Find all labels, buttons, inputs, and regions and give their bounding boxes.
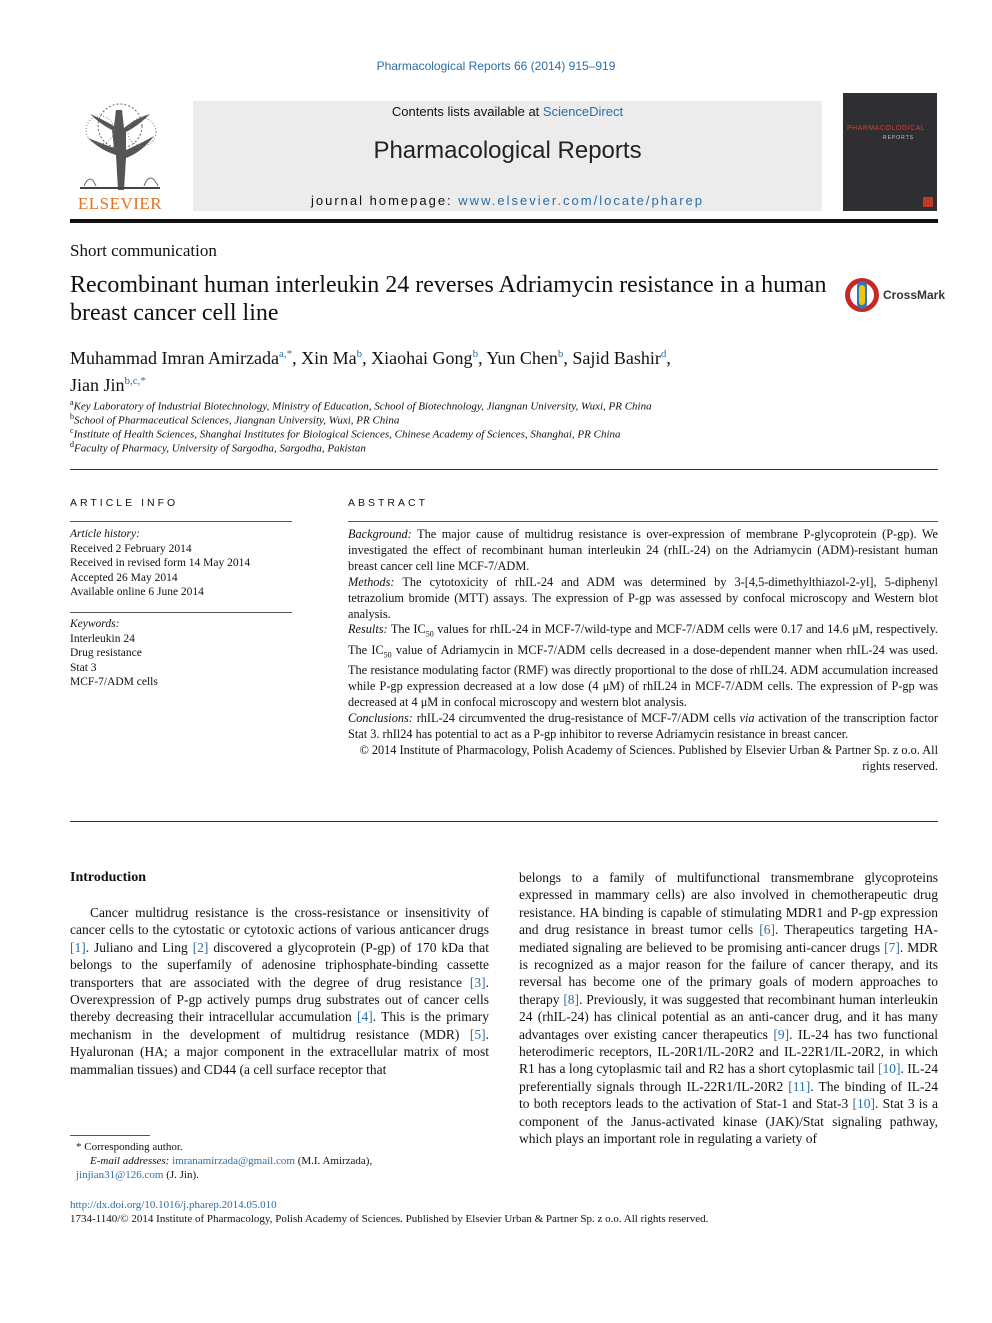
- email-note-2: jinjian31@126.com (J. Jin).: [76, 1169, 199, 1181]
- journal-citation[interactable]: Pharmacological Reports 66 (2014) 915–919: [376, 59, 616, 73]
- reference-link[interactable]: [10]: [852, 1096, 876, 1112]
- abstract-heading: ABSTRACT: [348, 497, 429, 509]
- article-history: [70, 527, 292, 600]
- article-info-heading: ARTICLE INFO: [70, 497, 179, 509]
- body-text: . The binding of IL-24 to both receptors leads to the activation of Stat-1 and Stat-3: [519, 1078, 938, 1112]
- affiliation: $^c$Institute of Health Sciences, Shanghai Institutes for Biological Sciences, Chinese Academy of Sciences, Shanghai, PR China: [70, 426, 621, 441]
- crossmark-icon: [843, 276, 881, 314]
- body-text: . IL-24 has two functional heterodimeric receptors, IL-20R1/IL-20R2 and IL-22R1/IL-20R2, in which R1 has a long cytoplasmic tail and R2 has a short cytoplasmic tail: [519, 1026, 938, 1077]
- cover-subtitle: REPORTS: [883, 135, 915, 141]
- email-note: E-mail addresses: imranamirzada@gmail.com (M.I. Amirzada),: [90, 1155, 373, 1167]
- author[interactable]: Muhammad Imran Amirzada$^{a,*}$: [70, 348, 293, 368]
- abstract-methods: Methods: The cytotoxicity of rhIL-24 and ADM was determined by 3-[4,5-dimethylthiazol-2-yl], 5-diphenyl tetrazolium bromide (MTT) assays. The expression of P-gp was assessed by confocal microscopy and Western blot analysis.: [348, 574, 938, 621]
- body-text: . Hyaluronan (HA; a major component in the extracellular matrix of most mammalian tissues) and CD44 (a cell surface receptor that: [70, 1026, 489, 1077]
- history-received: Received 2 February 2014: [70, 542, 192, 555]
- abstract-copyright: © 2014 Institute of Pharmacology, Polish Academy of Sciences. Published by Elsevier Urban & Partner Sp. z o.o. All rights reserved.: [359, 742, 938, 773]
- reference-link[interactable]: [4]: [356, 1009, 373, 1025]
- reference-link[interactable]: [1]: [70, 939, 86, 955]
- keyword[interactable]: Interleukin 24: [70, 632, 135, 645]
- email-link[interactable]: imranamirzada@gmail.com: [172, 1155, 295, 1167]
- history-online: Available online 6 June 2014: [70, 586, 204, 598]
- affiliation-rule: [70, 469, 938, 470]
- keywords: [70, 617, 292, 690]
- intro-paragraph-continued: [519, 869, 938, 1148]
- keyword[interactable]: Stat 3: [70, 661, 97, 674]
- article-type: Short communication: [70, 241, 217, 260]
- affiliation: $^a$Key Laboratory of Industrial Biotechnology, Ministry of Education, School of Biotechnology, Jiangnan University, Wuxi, PR China: [70, 398, 652, 413]
- sciencedirect-link[interactable]: ScienceDirect: [542, 104, 624, 119]
- keywords-label: Keywords:: [70, 618, 120, 630]
- body-text: . Therapeutics targeting HA-mediated signaling are believed to be promising anti-cancer drugs: [519, 922, 939, 955]
- crossmark-badge[interactable]: [843, 276, 946, 314]
- reference-link[interactable]: [8]: [563, 991, 580, 1007]
- author[interactable]: Xin Ma$^b$: [301, 348, 363, 368]
- reference-link[interactable]: [10]: [877, 1061, 901, 1077]
- abstract-end-rule: [70, 821, 938, 822]
- homepage-prefix: journal homepage:: [310, 193, 459, 208]
- body-text: . This is the primary mechanism in the development of multidrug resistance (MDR): [70, 1009, 489, 1042]
- history-revised: Received in revised form 14 May 2014: [70, 557, 251, 569]
- article-info-rule: [70, 521, 292, 522]
- abstract-results: Results: The $IC_{50}$ values for rhIL-24 in MCF-7/wild-type and MCF-7/ADM cells were 0.17 and 14.6 μM, respectively. The $IC_{50}$ value of Adriamycin in MCF-7/ADM cells decreased in a dose-dependent manner when rhIL-24 was used. The resistance modulating factor (RMF) was directly proportional to the dose of rhIL24. ADM accumulation increased while P-gp expression decreased at a low dose (4 μM) of rhIL24 in MCF-7/ADM cells. The expression of P-gp was decreased at 4 μM in confocal microscopy and western blot analysis.: [348, 622, 938, 709]
- crossmark-label: CrossMark: [883, 288, 946, 302]
- body-text: . MDR is recognized as a major reason for the failure of cancer therapy, and its reversal has become one of the primary goals of modern approaches to therapy: [519, 939, 938, 1007]
- reference-link[interactable]: [11]: [788, 1078, 811, 1094]
- abstract-rule: [348, 521, 938, 522]
- elsevier-wordmark: ELSEVIER: [77, 194, 163, 213]
- history-accepted: Accepted 26 May 2014: [70, 571, 178, 584]
- abstract-conclusions: Conclusions: rhIL-24 circumvented the drug-resistance of MCF-7/ADM cells via activation of the transcription factor Stat 3. rhIl24 has potential to act as a P-gp inhibitor to reverse Adriamycin resistance in breast cancer.: [348, 710, 938, 741]
- affiliation: $^d$Faculty of Pharmacy, University of Sargodha, Sargodha, Pakistan: [70, 440, 366, 455]
- footnote-rule: [70, 1135, 150, 1136]
- author[interactable]: Yun Chen$^b$: [486, 348, 564, 368]
- body-text: . IL-24 preferentially signals through IL-22R1/IL-20R2: [519, 1061, 938, 1094]
- author[interactable]: Xiaohai Gong$^b$: [371, 348, 479, 368]
- elsevier-tree-logo: [70, 100, 170, 192]
- cover-publisher-mark: [923, 197, 933, 207]
- introduction-heading: Introduction: [70, 870, 146, 885]
- journal-banner: [193, 101, 822, 211]
- keyword[interactable]: Drug resistance: [70, 647, 142, 659]
- reference-link[interactable]: [9]: [773, 1026, 790, 1042]
- author[interactable]: Jian Jin$^{b,c,*}$: [70, 375, 146, 395]
- header-rule: [70, 219, 938, 223]
- keywords-rule: [70, 612, 292, 613]
- intro-paragraph: [70, 904, 489, 1078]
- intro-left-column: [70, 904, 489, 1078]
- reference-link[interactable]: [6]: [759, 922, 775, 938]
- reference-link[interactable]: [3]: [469, 974, 486, 990]
- body-text: . Stat 3 is a component of the Janus-activated kinase (JAK)/Stat signaling pathway, which plays an important role in regulating a variety of: [519, 1096, 938, 1147]
- cover-title: PHARMACOLOGICAL: [847, 125, 926, 132]
- keyword[interactable]: MCF-7/ADM cells: [70, 676, 158, 688]
- affiliation: $^b$School of Pharmaceutical Sciences, Jiangnan University, Wuxi, PR China: [70, 412, 400, 427]
- reference-link[interactable]: [5]: [469, 1026, 486, 1042]
- journal-cover-thumbnail[interactable]: [843, 93, 937, 211]
- body-text: discovered a glycoprotein (P-gp) of 170 kDa that belongs to the superfamily of adenosine triphosphate-binding cassette transporters that are associated with the degree of drug resistance: [70, 939, 489, 990]
- body-text: . Previously, it was suggested that recombinant human interleukin 24 (rhIL-24) has clinical potential as an anti-cancer drug, and it has many advantages over existing cancer therapeutics: [519, 991, 938, 1042]
- issn-line: 1734-1140/© 2014 Institute of Pharmacology, Polish Academy of Sciences. Published by Elsevier Urban & Partner Sp. z o.o. All rights reserved.: [70, 1213, 709, 1225]
- body-text: belongs to a family of multifunctional transmembrane glycoproteins expressed in mammary cells) are also involved in chemotherapeutic drug resistance. HA binding is capable of stimulating MDR1 and P-gp expression and drug resistance in breast tumor cells: [519, 870, 938, 938]
- reference-link[interactable]: [2]: [192, 939, 209, 955]
- body-text: Cancer multidrug resistance is the cross-resistance or insensitivity of cancer cells to the cytostatic or cytotoxic actions of various anticancer drugs: [70, 905, 489, 938]
- journal-name: Pharmacological Reports: [373, 137, 642, 164]
- abstract-body: [348, 527, 938, 775]
- reference-link[interactable]: [7]: [884, 939, 900, 955]
- journal-homepage: [193, 193, 822, 208]
- author-list: Muhammad Imran Amirzada$^{a,*}$, Xin Ma$^b$, Xiaohai Gong$^b$, Yun Chen$^b$, Sajid Bashir$^d$, Jian Jin$^{b,c,*}$: [70, 348, 671, 395]
- contents-available: [193, 104, 822, 119]
- corresponding-note: * Corresponding author.: [76, 1141, 183, 1153]
- history-label: Article history:: [70, 528, 140, 540]
- body-text: . Juliano and Ling: [85, 939, 193, 955]
- email-link[interactable]: jinjian31@126.com: [76, 1169, 164, 1181]
- abstract-background: Background: The major cause of multidrug resistance is over-expression of membrane P-glycoprotein (P-gp). We investigated the effect of recombinant human interleukin 24 (rhIL-24) on the Adriamycin (ADM)-resistant human breast cancer cell line MCF-7/ADM.: [348, 527, 938, 573]
- article-title: Recombinant human interleukin 24 reverses Adriamycin resistance in a human breast cancer cell line: [70, 272, 827, 326]
- doi-link[interactable]: http://dx.doi.org/10.1016/j.pharep.2014.05.010: [70, 1199, 277, 1211]
- intro-right-column: [519, 869, 938, 1148]
- author[interactable]: Sajid Bashir$^d$: [572, 348, 667, 368]
- homepage-link[interactable]: www.elsevier.com/locate/pharep: [458, 193, 704, 208]
- body-text: . Overexpression of P-gp actively pumps drug substrates out of cancer cells thereby decreasing their intracellular accumulation: [70, 974, 489, 1025]
- contents-prefix: Contents lists available at: [391, 104, 543, 119]
